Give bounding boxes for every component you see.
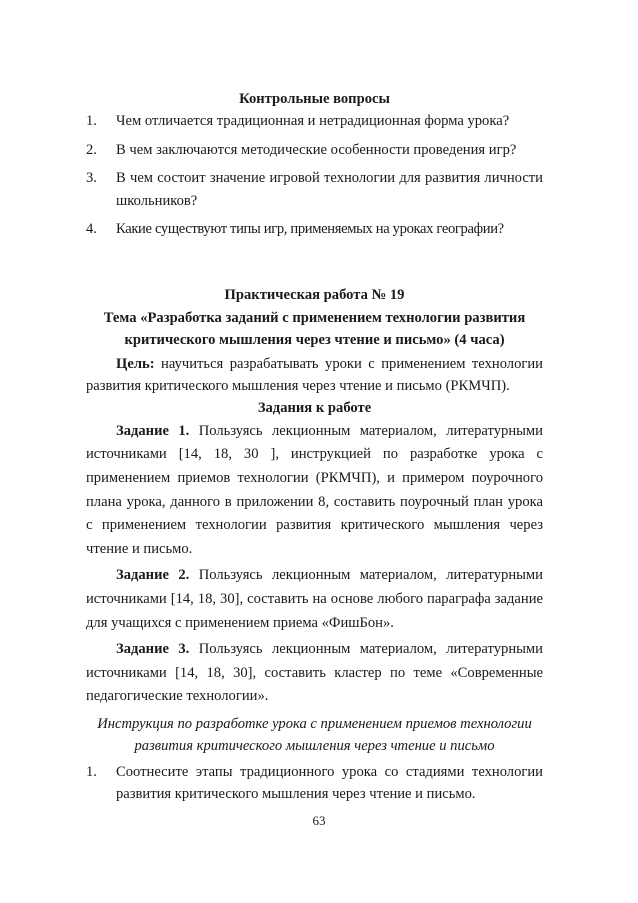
control-questions-title: Контрольные вопросы: [239, 91, 390, 107]
instruction-steps-list: [86, 761, 543, 806]
practice-topic: Тема «Разработка заданий с применением технологии развития критического мышления через чтение и письмо» (4 часа): [103, 309, 526, 349]
list-item-text: В чем состоит значение игровой технологии для развития личности школьников?: [116, 170, 543, 209]
task-label: Задание 1.: [116, 422, 190, 439]
task-text: Пользуясь лекционным материалом, литературными источниками [14, 18, 30], составить кластер по теме «Современные педагогические технологии».: [86, 641, 543, 705]
task-label: Задание 3.: [116, 641, 190, 658]
list-item-text: Соотнесите этапы традиционного урока со стадиями технологии развития критического мышления через чтение и письмо.: [116, 764, 543, 803]
task-paragraph: [86, 420, 543, 562]
list-item: [86, 218, 543, 240]
task-paragraph: [86, 638, 543, 709]
tasks-title: Задания к работе: [257, 400, 372, 417]
list-item: [86, 110, 543, 132]
list-item: [86, 761, 543, 806]
practice-goal: [86, 353, 543, 398]
list-item-text: Какие существуют типы игр, применяемых на уроках географии?: [116, 221, 504, 238]
task-paragraph: [86, 564, 543, 635]
list-item-text: Чем отличается традиционная и нетрадиционная форма урока?: [116, 113, 510, 130]
list-item-number: 2.: [86, 141, 97, 158]
task-label: Задание 2.: [116, 567, 190, 584]
list-item-number: 1.: [86, 113, 97, 130]
control-questions-list: [86, 110, 543, 240]
list-item-text: В чем заключаются методические особенности проведения игр?: [116, 141, 517, 158]
goal-text: научиться разрабатывать уроки с применением технологии развития критического мышления через чтение и письмо (РКМЧП).: [86, 355, 543, 395]
goal-label: Цель:: [116, 355, 155, 372]
list-item: [86, 167, 543, 212]
task-text: Пользуясь лекционным материалом, литературными источниками [14, 18, 30], составить на основе любого параграфа задание для учащихся с применением приема «ФишБон».: [86, 567, 543, 631]
list-item-number: 1.: [86, 764, 97, 780]
instruction-title: Инструкция по разработке урока с применением приемов технологии развития критического мышления через чтение и письмо: [97, 716, 532, 754]
practice-title: Практическая работа № 19: [224, 287, 405, 304]
task-text: Пользуясь лекционным материалом, литературными источниками [14, 18, 30 ], инструкцией по разработке урока с применением приемов технологии (РКМЧП), и примером поурочного плана урока, данного в приложении 8, составить поурочный план урока с применением технологии развития критического мышления через чтение и письмо.: [86, 422, 543, 557]
section-spacer: [86, 240, 543, 284]
list-item-number: 3.: [86, 170, 97, 187]
list-item-number: 4.: [86, 221, 97, 238]
page-number: 63: [312, 813, 326, 828]
page-content: [86, 88, 543, 806]
list-item: [86, 139, 543, 161]
